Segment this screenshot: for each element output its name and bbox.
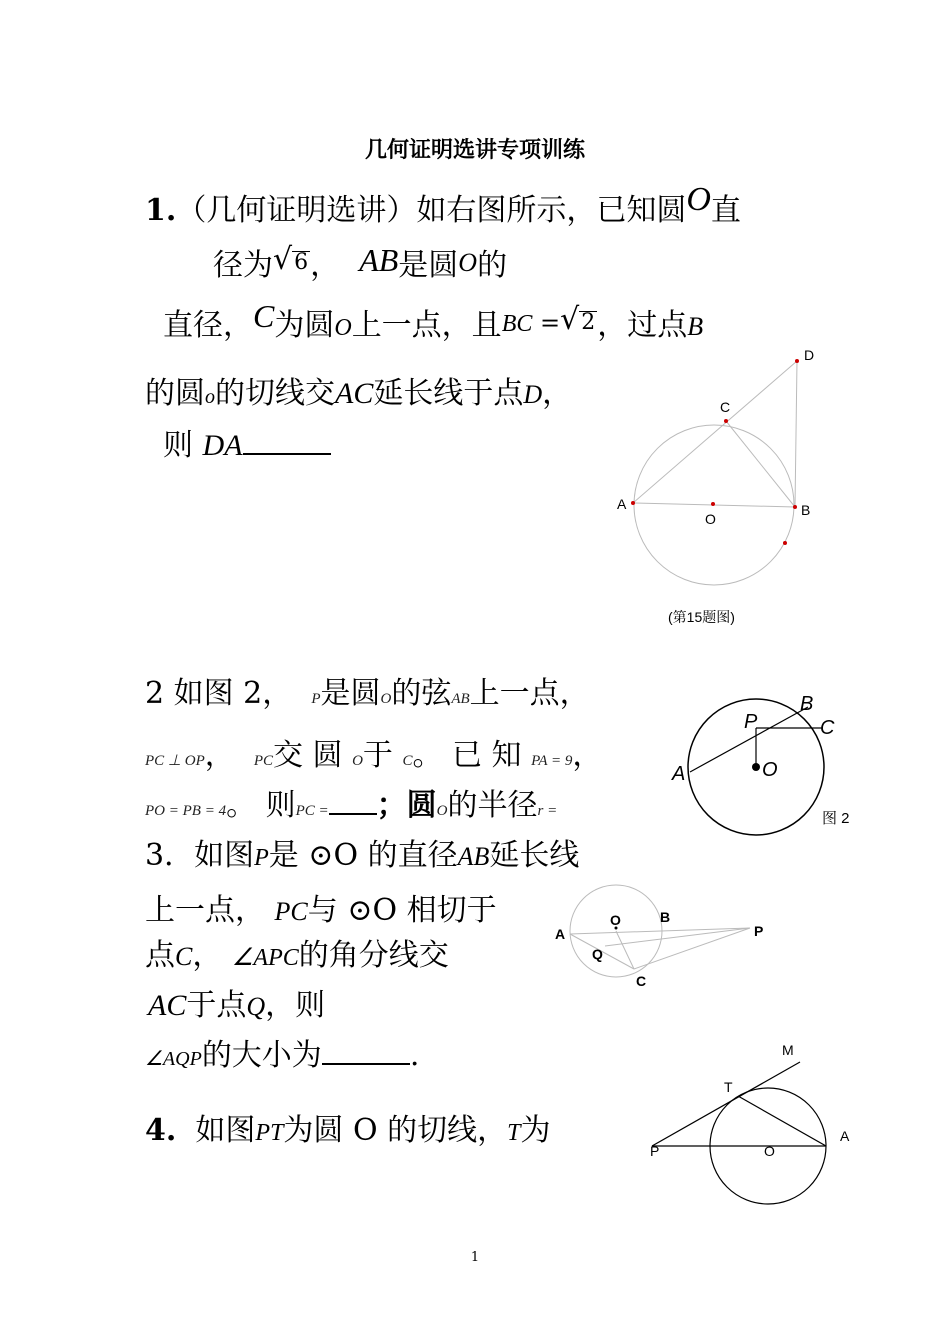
segment-ta [738, 1096, 826, 1146]
label-c: C [820, 717, 835, 739]
point-b [793, 505, 797, 509]
problem-1-number: 1. [145, 193, 177, 228]
label-p: P [650, 1143, 660, 1159]
tangent-pm [652, 1062, 800, 1146]
segment-oc [616, 931, 634, 969]
figure-3 [550, 880, 780, 995]
segment-cb [726, 421, 795, 507]
page-number: 1 [470, 1250, 480, 1265]
problem-1-line-1: 1.（几何证明选讲）如右图所示，已知圆O直 [145, 181, 741, 228]
problem-1-line-3: 直径，C为圆O上一点，且BC =√2，过点B [163, 298, 704, 343]
label-b: B [800, 693, 814, 715]
problem-2-line-1: 2 如图 2， P是圆O的弦AB上一点， [145, 676, 590, 711]
figure-1 [600, 340, 840, 625]
label-b: B [660, 909, 671, 925]
problem-3-line-2: 上一点， PC与 ⊙O 相切于 [145, 893, 497, 928]
problem-4-number: 4. [145, 1113, 177, 1148]
point-a [631, 501, 635, 505]
problem-3-line-4: AC于点Q，则 [148, 988, 326, 1023]
segment-cp [634, 928, 750, 969]
label-p: P [754, 923, 764, 939]
label-d: D [804, 347, 815, 363]
label-a: A [617, 496, 627, 512]
label-o: O [705, 511, 716, 527]
label-a: A [840, 1128, 850, 1144]
point-extra [783, 541, 787, 545]
point-o [752, 763, 760, 771]
segment-ad [633, 361, 797, 503]
problem-2-line-3: PO = PB = 4。 则PC = ；圆O的半径r = [145, 788, 558, 823]
label-m: M [782, 1042, 794, 1058]
label-q: Q [592, 946, 603, 962]
label-a: A [672, 763, 686, 785]
point-d [795, 359, 799, 363]
figure-4 [640, 1040, 860, 1210]
problem-1-line-2: 径为√6， AB是圆O的 [213, 242, 508, 283]
label-o: O [764, 1143, 775, 1159]
figure-2-caption: 图 2 [822, 810, 850, 827]
label-t: T [724, 1079, 733, 1095]
segment-bd [795, 361, 797, 507]
problem-1-line-5: 则 DA [163, 420, 331, 464]
problem-3-line-3: 点C， ∠APC的角分线交 [145, 938, 449, 973]
page-title: 几何证明选讲专项训练 [364, 137, 585, 163]
label-c: C [636, 973, 647, 989]
point-o [711, 502, 715, 506]
figure-2 [660, 690, 860, 840]
label-c: C [720, 399, 731, 415]
answer-blank[interactable] [322, 1063, 410, 1065]
problem-1-line-4: 的圆o的切线交AC延长线于点D， [145, 376, 573, 411]
figure-1-caption: (第15题图) [668, 609, 735, 625]
label-b: B [801, 502, 811, 518]
problem-4-line-1: 4. 如图PT为圆 O 的切线，T为 [145, 1113, 551, 1148]
answer-blank[interactable] [243, 453, 331, 455]
answer-blank-pc[interactable] [329, 813, 377, 815]
label-o: O [610, 912, 621, 928]
problem-2-line-2: PC ⊥ OP， PC交 圆 O于 C。 已 知 PA = 9， [145, 738, 603, 773]
label-a: A [555, 926, 566, 942]
problem-3-line-5: ∠AQP的大小为 . [145, 1038, 420, 1073]
problem-3-line-1: 3．如图P是 ⊙O 的直径AB延长线 [145, 838, 580, 873]
point-c [724, 419, 728, 423]
label-p: P [744, 711, 758, 733]
label-o: O [762, 759, 778, 781]
